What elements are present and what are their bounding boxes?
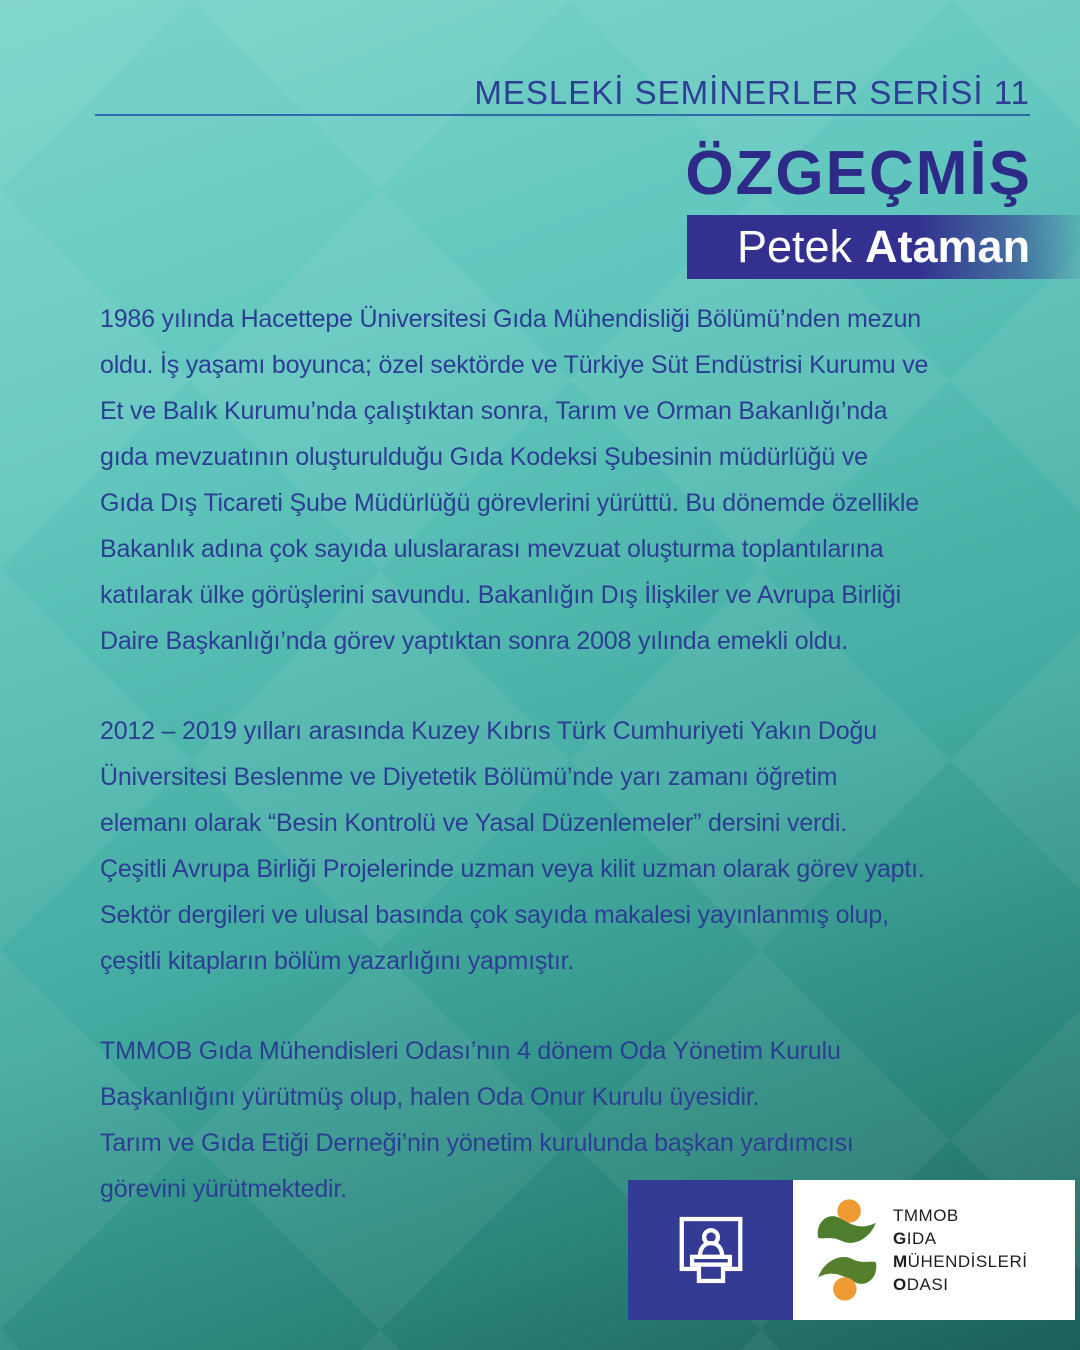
bio-line: Bakanlık adına çok sayıda uluslararası mevzuat oluşturma toplantılarına bbox=[100, 535, 884, 563]
org-line-2 bbox=[893, 1227, 1027, 1250]
bio-paragraph-1 bbox=[100, 296, 928, 664]
org-line-1-text: TMMOB bbox=[893, 1206, 959, 1225]
org-line-1 bbox=[893, 1204, 1027, 1227]
bio-line: Üniversitesi Beslenme ve Diyetetik Bölümü’nde yarı zamanı öğretim bbox=[100, 763, 838, 791]
bio-line: Sektör dergileri ve ulusal basında çok sayıda makalesi yayınlanmış olup, bbox=[100, 901, 889, 929]
speaker-last-name: Ataman bbox=[865, 221, 1031, 272]
bio-line: Başkanlığını yürütmüş olup, halen Oda Onur Kurulu üyesidir. bbox=[100, 1083, 760, 1111]
bio-line: çeşitli kitapların bölüm yazarlığını yapmıştır. bbox=[100, 947, 575, 975]
bio-line: Gıda Dış Ticareti Şube Müdürlüğü görevlerini yürüttü. Bu dönemde özellikle bbox=[100, 489, 919, 517]
org-line-3-bold: M bbox=[893, 1252, 908, 1271]
bio-line: Et ve Balık Kurumu’nda çalıştıktan sonra, Tarım ve Orman Bakanlığı’nda bbox=[100, 397, 888, 425]
bio-line: elemanı olarak “Besin Kontrolü ve Yasal Düzenlemeler” dersini verdi. bbox=[100, 809, 847, 837]
seminar-icon-box bbox=[628, 1180, 793, 1320]
org-line-4-text: DASI bbox=[906, 1275, 949, 1294]
series-underline bbox=[95, 114, 1030, 116]
speaker-first-name: Petek bbox=[736, 221, 853, 272]
organization-name bbox=[893, 1204, 1027, 1296]
podium-presenter-icon bbox=[668, 1207, 754, 1293]
bio-line: gıda mevzuatının oluşturulduğu Gıda Kodeksi Şubesinin müdürlüğü ve bbox=[100, 443, 868, 471]
speaker-name bbox=[737, 221, 1030, 273]
gida-muhendisleri-odasi-logo-mark bbox=[815, 1198, 879, 1302]
org-line-2-text: IDA bbox=[906, 1229, 937, 1248]
organization-logo-box bbox=[793, 1180, 1075, 1320]
bio-line: Çeşitli Avrupa Birliği Projelerinde uzman veya kilit uzman olarak görev yaptı. bbox=[100, 855, 925, 883]
bio-line: Tarım ve Gıda Etiği Derneği’nin yönetim kurulunda başkan yardımcısı bbox=[100, 1129, 854, 1157]
page-title: ÖZGEÇMİŞ bbox=[685, 139, 1032, 208]
bio-paragraph-2 bbox=[100, 708, 928, 984]
bio-line: oldu. İş yaşamı boyunca; özel sektörde ve Türkiye Süt Endüstrisi Kurumu ve bbox=[100, 351, 929, 379]
org-line-4-bold: O bbox=[893, 1275, 907, 1294]
bio-line: Daire Başkanlığı’nda görev yaptıktan sonra 2008 yılında emekli oldu. bbox=[100, 627, 848, 655]
bio-line: TMMOB Gıda Mühendisleri Odası’nın 4 dönem Oda Yönetim Kurulu bbox=[100, 1037, 841, 1065]
org-line-3-text: ÜHENDİSLERİ bbox=[907, 1252, 1028, 1271]
bio-line: 2012 – 2019 yılları arasında Kuzey Kıbrıs Türk Cumhuriyeti Yakın Doğu bbox=[100, 717, 877, 745]
biography-text bbox=[100, 296, 928, 1212]
bio-line: 1986 yılında Hacettepe Üniversitesi Gıda Mühendisliği Bölümü’nden mezun bbox=[100, 305, 921, 333]
org-line-4 bbox=[893, 1273, 1027, 1296]
bio-line: görevini yürütmektedir. bbox=[100, 1175, 347, 1203]
org-line-2-bold: G bbox=[893, 1229, 907, 1248]
speaker-name-banner bbox=[687, 215, 1080, 279]
bio-line: katılarak ülke görüşlerini savundu. Bakanlığın Dış İlişkiler ve Avrupa Birliği bbox=[100, 581, 901, 609]
org-line-3 bbox=[893, 1250, 1027, 1273]
series-title: MESLEKİ SEMİNERLER SERİSİ 11 bbox=[474, 74, 1030, 111]
